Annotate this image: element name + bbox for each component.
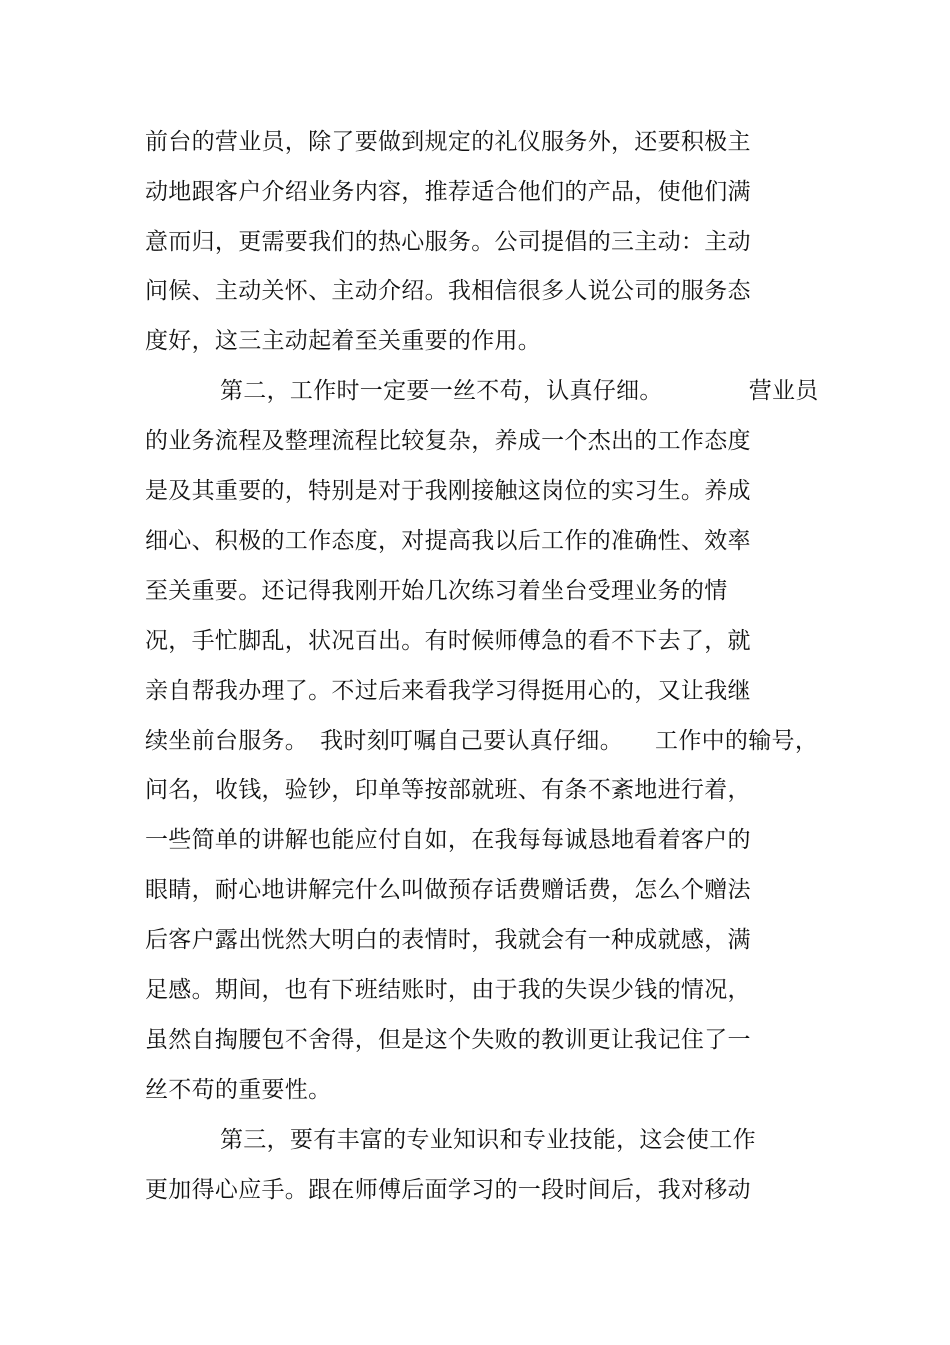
text-segment: 我时刻叮嘱自己要认真仔细。 <box>320 728 624 754</box>
text-line: 前台的营业员，除了要做到规定的礼仪服务外，还要积极主 <box>145 129 751 155</box>
text-segment: 续坐前台服务。 <box>145 728 309 754</box>
text-line: 更加得心应手。跟在师傅后面学习的一段时间后，我对移动 <box>145 1177 751 1203</box>
text-line: 意而归，更需要我们的热心服务。公司提倡的三主动：主动 <box>145 229 751 255</box>
text-line: 一些简单的讲解也能应付自如，在我每每诚恳地看着客户的 <box>145 827 751 853</box>
paragraph-2-start <box>220 376 819 406</box>
text-line: 丝不苟的重要性。 <box>145 1077 332 1103</box>
text-line: 细心、积极的工作态度，对提高我以后工作的准确性、效率 <box>145 528 751 554</box>
paragraph-3-start: 第三，要有丰富的专业知识和专业技能，这会使工作 <box>220 1127 756 1153</box>
text-segment: 营业员 <box>748 378 819 404</box>
text-line: 度好，这三主动起着至关重要的作用。 <box>145 328 542 354</box>
text-line: 是及其重要的，特别是对于我刚接触这岗位的实习生。养成 <box>145 478 751 504</box>
text-line: 的业务流程及整理流程比较复杂，养成一个杰出的工作态度 <box>145 428 751 454</box>
text-line-segmented <box>145 726 818 756</box>
text-line: 问候、主动关怀、主动介绍。我相信很多人说公司的服务态 <box>145 278 751 304</box>
text-line: 至关重要。还记得我刚开始几次练习着坐台受理业务的情 <box>145 578 728 604</box>
text-line: 问名，收钱，验钞，印单等按部就班、有条不紊地进行着， <box>145 777 751 803</box>
text-line: 动地跟客户介绍业务内容，推荐适合他们的产品，使他们满 <box>145 179 751 205</box>
text-segment: 第二，工作时一定要一丝不苟，认真仔细。 <box>220 378 663 404</box>
text-line: 况，手忙脚乱，状况百出。有时候师傅急的看不下去了，就 <box>145 628 751 654</box>
text-line: 足感。期间，也有下班结账时，由于我的失误少钱的情况， <box>145 977 751 1003</box>
text-line: 后客户露出恍然大明白的表情时，我就会有一种成就感，满 <box>145 927 751 953</box>
text-line: 眼睛，耐心地讲解完什么叫做预存话费赠话费，怎么个赠法 <box>145 877 751 903</box>
text-line: 亲自帮我办理了。不过后来看我学习得挺用心的，又让我继 <box>145 678 751 704</box>
text-line: 虽然自掏腰包不舍得，但是这个失败的教训更让我记住了一 <box>145 1027 751 1053</box>
text-segment: 工作中的输号， <box>655 728 819 754</box>
